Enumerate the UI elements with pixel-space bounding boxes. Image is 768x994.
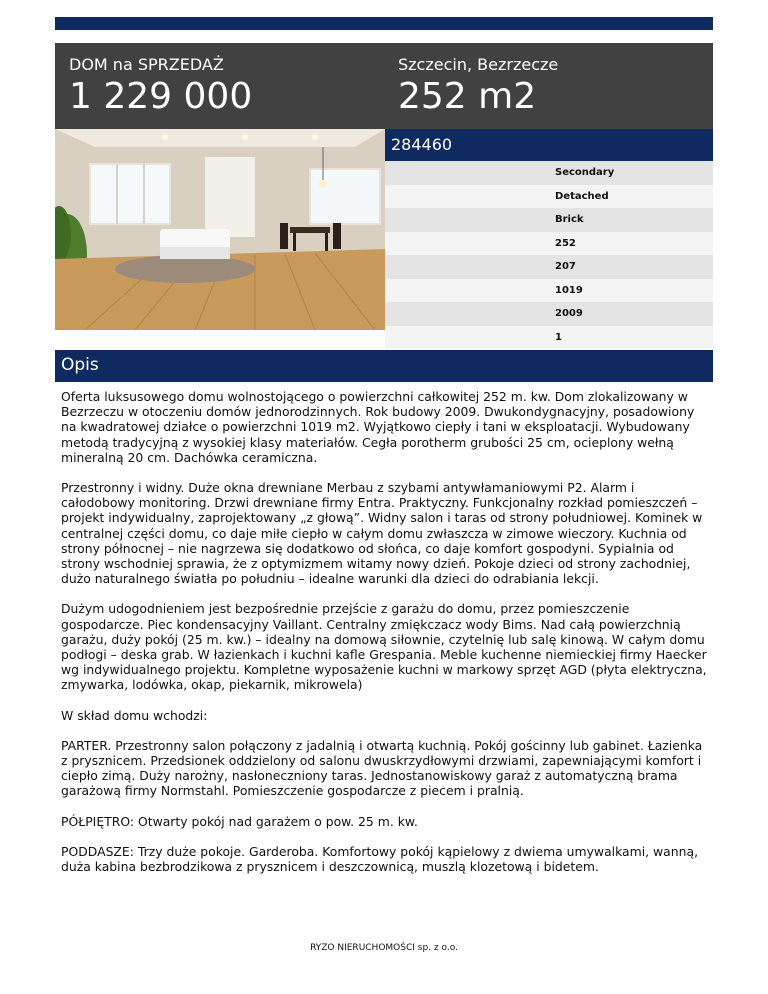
listing-header [55,43,713,129]
top-accent-bar [55,17,713,30]
description-paragraph: Przestronny i widny. Duże okna drewniane Merbau z szybami antywłamaniowymi P2. Alarm i całodobowy monitoring. Drzwi drewniane firmy Entra. Praktyczny. Funkcjonalny rozkład pomieszczeń – projekt indywidualny, zaprojektowany „z głową”. Widny salon i taras od strony południowej. Kominek w centralnej części domu, co daje miłe ciepło w całym domu zwłaszcza w zimowe wieczory. Kuchnia od strony północnej – nie nagrzewa się dodatkowo od słońca, co daje komfort gospodyni. Sypialnia od strony wschodniej sprawia, że z optymizmem witamy nowy dzień. Pokoje dzieci od strony zachodniej, dużo naturalnego światła po południu – idealne warunki dla dzieci do odrabiania lekcji. [61,480,703,587]
description-header [55,350,713,382]
spec-value: 2009 [555,308,583,319]
description-paragraph: Oferta luksusowego domu wolnostojącego o powierzchni całkowitej 252 m. kw. Dom zlokalizowany w Bezrzeczu w otoczeniu domów jednorodzinnych. Rok budowy 2009. Dwukondygnacyjny, posadowiony na kwadratowej działce o powierzchni 1019 m2. Wyjątkowo ciepły i tani w eksploatacji. Wybudowany metodą tradycyjną z wysokiej klasy materiałów. Cegła porotherm grubości 25 cm, ocieplony wełną mineralną 20 cm. Dachówka ceramiczna. [61,389,695,465]
price: 1 229 000 [69,76,253,117]
spec-row [385,161,713,185]
listing-id: 284460 [391,135,453,154]
property-type: DOM na SPRZEDAŻ [69,55,224,74]
spec-value: Brick [555,214,584,225]
location: Szczecin, Bezrzecze [398,55,559,74]
description-paragraph: W skład domu wchodzi: [61,707,208,723]
description-paragraph: PARTER. Przestronny salon połączony z jadalnią i otwartą kuchnią. Pokój gościnny lub gabinet. Łazienka z prysznicem. Przedsionek oddzielony od salonu dwuskrzydłowymi drzwiami, zapewniającymi komfort i ciepło zimą. Duży narożny, nasłoneczniony taras. Jednostanowiskowy garaż z automatyczną brama garażową firmy Normstahl. Pomieszczenie gospodarcze z piecem i pralnią. [61,737,703,799]
spec-row [385,232,713,256]
description-body [61,389,709,889]
spec-value: Secondary [555,167,615,178]
spec-row [385,279,713,303]
spec-row [385,326,713,350]
description-paragraph: PODDASZE: Trzy duże pokoje. Garderoba. Komfortowy pokój kąpielowy z dwiema umywalkami, wanną, duża kabina bezbrodzikowa z prysznicem i deszczownicą, muszlą klozetową i bidetem. [61,843,699,875]
footer-company: RYZO NIERUCHOMOŚCI sp. z o.o. [310,943,458,953]
spec-value: 1019 [555,284,583,296]
spec-row [385,302,713,326]
spec-value: 207 [555,261,576,272]
spec-value: 252 [555,237,576,249]
property-photo [55,129,385,330]
spec-row [385,208,713,232]
spec-row [385,255,713,279]
area: 252 m2 [398,76,537,117]
header-right [398,55,558,117]
listing-id-bar [385,129,713,161]
spec-row [385,185,713,209]
description-paragraph: Dużym udogodnieniem jest bezpośrednie przejście z garażu do domu, przez pomieszczenie gospodarcze. Piec kondensacyjny Vaillant. Centralny zmiękczacz wody Bims. Nad całą powierzchnią garażu, duży pokój (25 m. kw.) – idealny na domową siłownie, czytelnię lub salę kinową. W całym domu podłogi – deska grab. W łazienkach i kuchni kafle Grespania. Meble kuchenne niemieckiej firmy Haecker wg indywidualnego projektu. Kompletne wyposażenie kuchni w markowy sprzęt AGD (płyta elektryczna, zmywarka, lodówka, okap, piekarnik, mikrowela) [61,601,707,693]
description-paragraph: PÓŁPIĘTRO: Otwarty pokój nad garażem o pow. 25 m. kw. [61,813,418,829]
specs-table [385,161,713,349]
header-left [69,55,252,117]
section-title: Opis [61,355,99,375]
spec-value: Detached [555,190,609,202]
spec-value: 1 [555,331,562,343]
